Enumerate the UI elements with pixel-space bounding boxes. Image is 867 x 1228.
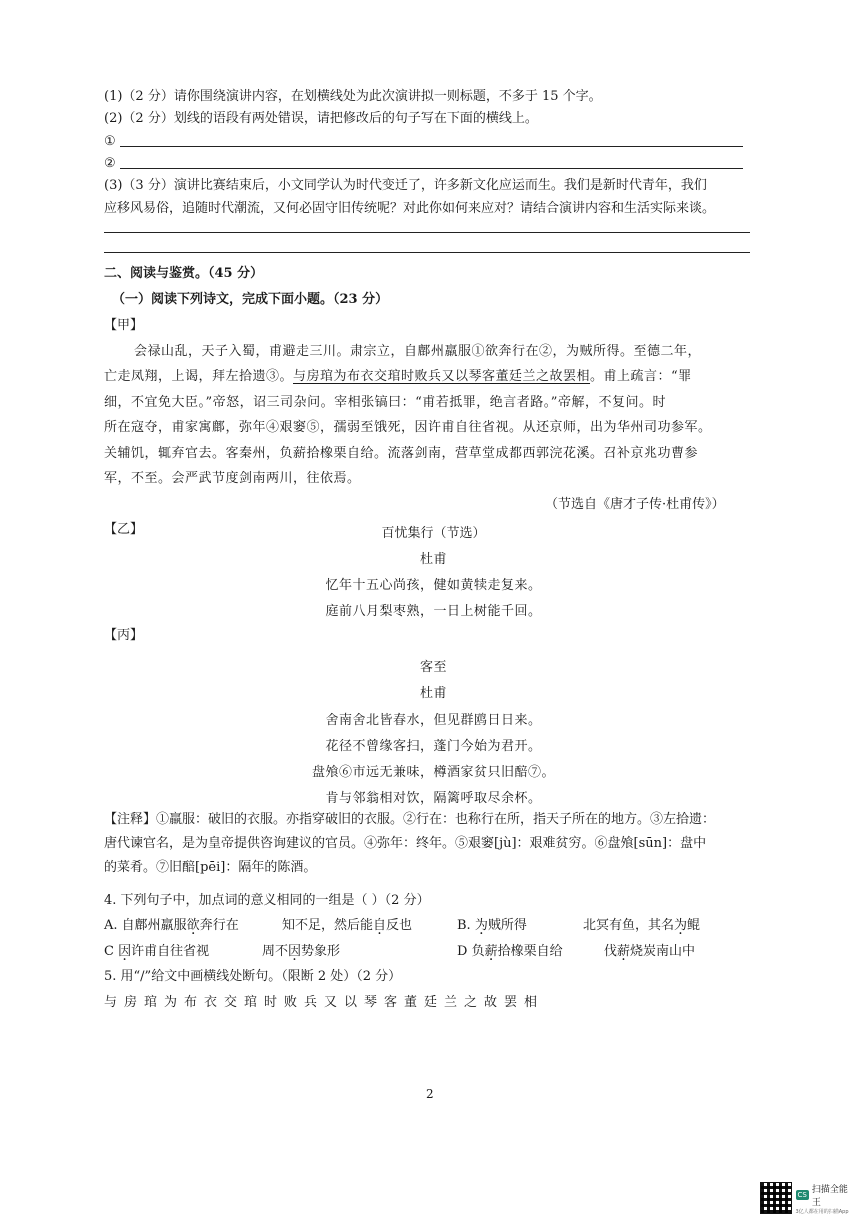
notes-line-3: 的菜肴。⑦旧醅[pēi]：隔年的陈酒。 [104,860,317,875]
qr-code-icon [760,1182,792,1214]
option-d-dotted-word-2: 薪 [617,944,631,959]
scanner-app-name: 扫描全能王 [811,1184,848,1208]
q5-stem: 5. 用“/”给文中画横线处断句。（限断 2 处）（2 分） [104,969,402,984]
subsection-title: （一）阅读下列诗文，完成下面小题。（23 分） [112,292,389,307]
yi-line-2: 庭前八月梨枣熟，一日上树能千回。 [325,604,542,619]
option-b-phrase-1-post: 贼所得 [487,918,527,933]
option-d-phrase-2-pre: 伐 [604,944,618,959]
jia-line-6: 军，不至。会严武节度剑南两川，往依焉。 [104,471,361,486]
yi-title: 百忧集行（节选） [381,526,486,541]
notes-line-2: 唐代谏官名，是为皇帝提供咨询建议的官员。④弥年：终年。⑤艰窭[jù]：艰难贫穷。⑥盘飧[sūn]：盘中 [104,836,707,851]
jia-line-1: 会禄山乱，天子入蜀，甫避走三川。肃宗立，自鄜州羸服①欲奔行在②，为贼所得。至德二年， [134,344,702,359]
q1-item2: (2)（2 分）划线的语段有两处错误，请把修改后的句子写在下面的横线上。 [104,111,538,126]
option-b-dotted-word-1: 为 [474,918,488,933]
option-a-phrase-2-pre: 知不足，然后能 [282,918,374,933]
option-c-dotted-word-2: 因 [288,944,302,959]
q1-item3-line1: (3)（3 分）演讲比赛结束后，小文同学认为时代变迁了，许多新文化应运而生。我们是新时代青年，我们 [104,178,707,193]
scanner-badge-top [796,1182,856,1208]
option-a-phrase-1-post: 奔行在 [199,918,239,933]
option-a-phrase-1-pre: 自鄜州羸服 [121,918,187,933]
passage-yi-label: 【乙】 [104,522,144,537]
option-c-phrase-2-post: 势象形 [301,944,341,959]
option-c-dotted-word-1: 因 [118,944,132,959]
q4-option-a[interactable] [104,918,239,934]
passage-bing-label: 【丙】 [104,628,144,643]
option-b-dotted-word-2: 为 [674,918,688,933]
passage-jia-label: 【甲】 [104,318,144,333]
blank-label-1: ① [104,134,116,149]
option-a-label: A. [104,918,122,933]
section-title: 二、阅读与鉴赏。（45 分） [104,266,264,281]
option-d-phrase-1-pre: 负 [471,944,485,959]
q4-option-a-2 [282,918,412,934]
q4-option-c[interactable] [104,944,209,960]
option-d-dotted-word-1: 薪 [484,944,498,959]
q5-sentence[interactable]: 与房琯为布衣交琯时败兵又以琴客董廷兰之故罢相 [104,995,545,1010]
option-b-phrase-2-post: 鲲 [687,918,701,933]
jia-underlined-sentence: 与房琯为布衣交琯时败兵又以琴客董廷兰之故罢相 [293,369,591,384]
option-b-label: B. [457,918,475,933]
bing-line-4: 肯与邻翁相对饮，隔篱呼取尽余杯。 [325,791,542,806]
option-a-phrase-2-post: 反也 [386,918,413,933]
answer-line-2[interactable] [120,168,743,169]
jia-line-2 [104,369,692,385]
page-number: 2 [426,1087,434,1101]
notes-line-1: 【注释】①羸服：破旧的衣服。亦指穿破旧的衣服。②行在：也称行在所，指天子所在的地方。③左拾遗： [104,812,716,827]
jia-source: （节选自《唐才子传·杜甫传》） [545,497,725,512]
bing-title: 客至 [419,660,447,675]
q4-option-c-2 [262,944,340,960]
answer-line-3[interactable] [104,232,750,233]
bing-author: 杜甫 [419,686,447,701]
blank-label-2: ② [104,156,116,171]
q4-option-b[interactable] [457,918,527,934]
bing-line-3: 盘飧⑥市远无兼味，樽酒家贫只旧醅⑦。 [311,765,555,780]
option-d-phrase-2-post: 烧炭南山中 [630,944,696,959]
answer-line-4[interactable] [104,252,750,253]
option-a-dotted-word-1: 欲 [186,918,200,933]
scanner-watermark [760,1180,856,1216]
yi-author: 杜甫 [419,552,447,567]
answer-line-1[interactable] [120,146,743,147]
cs-logo-icon: CS [797,1190,807,1199]
option-c-label: C [104,944,119,959]
option-c-phrase-2-pre: 周不 [262,944,289,959]
bing-line-2: 花径不曾缘客扫，蓬门今始为君开。 [325,739,542,754]
jia-line-5: 关辅饥，辄弃官去。客秦州，负薪拾橡栗自给。流落剑南，营草堂成都西郭浣花溪。召补京兆功曹参 [104,446,699,461]
bing-line-1: 舍南舍北皆春水，但见群鸥日日来。 [325,713,542,728]
yi-line-1: 忆年十五心尚孩，健如黄犊走复来。 [325,578,542,593]
q1-item3-line2: 应移风易俗，追随时代潮流，又何必固守旧传统呢？对此你如何来应对？请结合演讲内容和生活实际来谈。 [104,201,716,216]
option-b-phrase-2-pre: 北冥有鱼，其名 [583,918,675,933]
q4-option-b-2 [583,918,700,934]
option-d-phrase-1-post: 拾橡栗自给 [497,944,563,959]
jia-line-2-c: 。甫上疏言：“罪 [590,369,692,384]
option-c-phrase-1-post: 许甫自往省视 [131,944,210,959]
jia-line-2-a: 亡走凤翔，上谒，拜左拾遗③。 [104,369,294,384]
scanner-app-tagline: 3亿人都在用的扫描App [795,1208,849,1215]
q4-option-d-2 [604,944,695,960]
option-a-dotted-word-2: 自 [373,918,387,933]
scanner-badge-text [796,1182,856,1215]
q1-item1: (1)（2 分）请你围绕演讲内容，在划横线处为此次演讲拟一则标题，不多于 15 个字。 [104,89,602,104]
option-d-label: D [457,944,472,959]
q4-stem: 4. 下列句子中，加点词的意义相同的一组是（ ）（2 分） [104,893,430,908]
jia-line-4: 所在寇夺，甫家寓鄜，弥年④艰窭⑤，孺弱至饿死，因许甫自往省视。从还京师，出为华州司功参军。 [104,420,712,435]
q4-option-d[interactable] [457,944,563,960]
jia-line-3: 细，不宜免大臣。”帝怒，诏三司杂问。宰相张镐曰：“甫若抵罪，绝言者路。”帝解，不复问。时 [104,395,666,410]
